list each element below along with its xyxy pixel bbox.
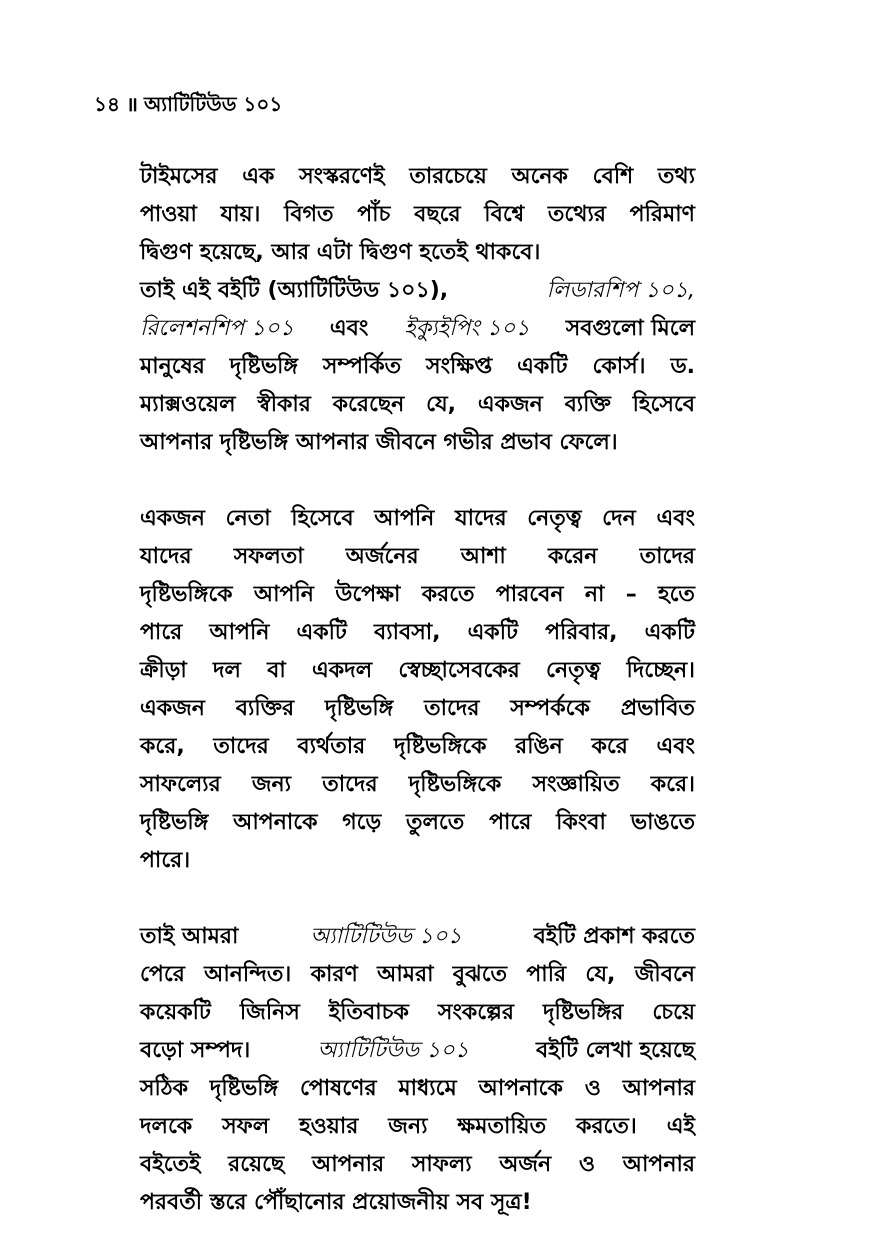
- text-line: [140, 1146, 695, 1184]
- word: বা: [267, 658, 286, 683]
- word: ব্যর্থতার: [297, 734, 366, 759]
- word: ও: [584, 1076, 601, 1101]
- word: অনেক: [511, 164, 568, 189]
- word: চেয়ে: [652, 1000, 695, 1025]
- word: দৃষ্টিভঙ্গি: [229, 354, 299, 379]
- word: বেশি: [592, 164, 634, 189]
- word: স্বেচ্ছাসেবকের: [398, 658, 520, 683]
- word: তাদের: [639, 544, 695, 569]
- text-run: সবগুলো মিলে: [565, 316, 695, 341]
- text-run: এবং: [329, 316, 369, 341]
- text-line: পরবর্তী স্তরে পৌঁছানোর প্রয়োজনীয় সব সূত্র!: [140, 1190, 532, 1215]
- word: টাইমসের: [140, 164, 218, 189]
- word: আনন্দিত।: [204, 962, 292, 987]
- word: ভাঙতে: [630, 810, 695, 835]
- word: দিচ্ছেন।: [626, 658, 695, 683]
- word: ব্যক্তির: [235, 696, 295, 721]
- text-line: [140, 576, 695, 614]
- word: দৃষ্টিভঙ্গিকে: [393, 734, 487, 759]
- word: একটি: [517, 354, 568, 379]
- word: করতে: [421, 582, 475, 607]
- text-line: [140, 652, 695, 690]
- word: দৃষ্টিভঙ্গিকে: [140, 582, 233, 607]
- book-title-italic: অ্যাটিটিউড ১০১: [310, 924, 462, 949]
- word: বিগত: [284, 202, 334, 227]
- word: যাদের: [455, 506, 507, 531]
- book-title-italic: অ্যাটিটিউড ১০১: [317, 1038, 469, 1063]
- word: কিংবা: [556, 810, 606, 835]
- word: জীবনে: [634, 962, 695, 987]
- word: পোষণের: [299, 1076, 377, 1101]
- word: একদল: [312, 658, 373, 683]
- word: ড.: [670, 354, 695, 379]
- word: তাদের: [322, 772, 378, 797]
- word: ব্যক্তি: [564, 392, 611, 417]
- word: আপনার: [622, 1076, 695, 1101]
- word: বিশ্বে: [484, 202, 525, 227]
- word: পারে: [140, 620, 183, 645]
- text-line: [140, 538, 695, 576]
- word: না: [584, 582, 605, 607]
- word: করে: [591, 734, 628, 759]
- word: করে,: [140, 734, 185, 759]
- word: সম্পর্কিত: [322, 354, 402, 379]
- word: যাদের: [140, 544, 192, 569]
- word: একজন: [140, 506, 205, 531]
- word: সংকল্পের: [437, 1000, 514, 1025]
- word: দৃষ্টিভঙ্গি: [140, 810, 209, 835]
- word: আপনার: [311, 1152, 385, 1177]
- word: –: [625, 582, 637, 607]
- word: একজন: [140, 696, 205, 721]
- text-line: পারে।: [140, 848, 191, 873]
- word: আপনি: [209, 620, 270, 645]
- word: হতে: [658, 582, 695, 607]
- word: পরিবার,: [545, 620, 618, 645]
- word: সাফল্যের: [140, 772, 221, 797]
- body-text: [140, 158, 695, 1222]
- word: একটি: [644, 620, 695, 645]
- word: হিসেবে: [291, 506, 354, 531]
- word: সাফল্য: [411, 1152, 472, 1177]
- text-line: [140, 196, 695, 234]
- text-line: [140, 766, 695, 804]
- word: তথ্যের: [547, 202, 606, 227]
- word: নেতা: [225, 506, 271, 531]
- book-title-italic: ইক্যুইপিং ১০১: [404, 316, 530, 341]
- text-run: বইটি প্রকাশ করতে: [533, 924, 695, 949]
- paragraph-gap: [140, 880, 695, 918]
- text-line: [140, 728, 695, 766]
- word: এবং: [656, 506, 695, 531]
- word: তথ্য: [657, 164, 695, 189]
- paragraph-3: [140, 500, 695, 880]
- word: ও: [578, 1152, 596, 1177]
- text-line: দ্বিগুণ হয়েছে, আর এটা দ্বিগুণ হতেই থাকবে।: [140, 240, 541, 265]
- word: পারি: [526, 962, 567, 987]
- word: জিনিস: [239, 1000, 300, 1025]
- word: দলকে: [140, 1114, 193, 1139]
- word: নেতৃত্ব: [527, 506, 582, 531]
- paragraph-2: [140, 272, 695, 462]
- word: ইতিবাচক: [328, 1000, 409, 1025]
- word: আমরা: [377, 962, 434, 987]
- word: দৃষ্টিভঙ্গির: [542, 1000, 624, 1025]
- word: আপনি: [253, 582, 314, 607]
- word: যায়।: [220, 202, 261, 227]
- word: করতে।: [576, 1114, 637, 1139]
- word: সংক্ষিপ্ত: [426, 354, 493, 379]
- word: পারবেন: [495, 582, 564, 607]
- word: মানুষের: [140, 354, 205, 379]
- text-run: তাই আমরা: [140, 924, 239, 949]
- word: এক: [242, 164, 275, 189]
- word: সফল: [222, 1114, 270, 1139]
- book-title: অ্যাটিটিউড ১০১: [143, 92, 283, 116]
- text-line: [140, 804, 695, 842]
- word: গড়ে: [342, 810, 382, 835]
- word: বুঝতে: [452, 962, 508, 987]
- word: সংজ্ঞায়িত: [532, 772, 620, 797]
- text-line: আপনার দৃষ্টিভঙ্গি আপনার জীবনে গভীর প্রভাব ফেলে।: [140, 430, 618, 455]
- word: সঠিক: [140, 1076, 188, 1101]
- word: হওয়ার: [299, 1114, 359, 1139]
- text-line: [140, 272, 695, 310]
- word: মাধ্যমে: [398, 1076, 457, 1101]
- text-run: তাই এই বইটি (অ্যাটিটিউড ১০১),: [140, 278, 449, 303]
- word: একটি: [467, 620, 518, 645]
- running-header: [94, 88, 282, 120]
- word: তারচেয়ে: [409, 164, 487, 189]
- word: হিসেবে: [632, 392, 695, 417]
- word: পাওয়া: [140, 202, 197, 227]
- word: পেরে: [140, 962, 185, 987]
- text-line: [140, 500, 695, 538]
- text-line: [140, 918, 695, 956]
- word: দল: [213, 658, 241, 683]
- word: করেন: [547, 544, 598, 569]
- word: রঙিন: [515, 734, 563, 759]
- word: দৃষ্টিভঙ্গিকে: [408, 772, 502, 797]
- word: রয়েছে: [228, 1152, 285, 1177]
- word: তাদের: [424, 696, 480, 721]
- word: নেতৃত্ব: [546, 658, 601, 683]
- word: সম্পর্ককে: [510, 696, 590, 721]
- text-line: [140, 690, 695, 728]
- word: দৃষ্টিভঙ্গি: [324, 696, 394, 721]
- word: করেছেন: [332, 392, 405, 417]
- text-line: [140, 386, 695, 424]
- word: কারণ: [310, 962, 358, 987]
- word: স্বীকার: [257, 392, 311, 417]
- word: এই: [666, 1114, 695, 1139]
- word: আশা: [460, 544, 506, 569]
- word: আপনাকে: [233, 810, 318, 835]
- word: দৃষ্টিভঙ্গি: [209, 1076, 279, 1101]
- word: পরিমাণ: [629, 202, 695, 227]
- word: যে,: [426, 392, 457, 417]
- book-title-italic: রিলেশনশিপ ১০১: [140, 316, 294, 341]
- word: জন্য: [388, 1114, 428, 1139]
- word: কোর্স।: [592, 354, 646, 379]
- word: উপেক্ষা: [335, 582, 401, 607]
- word: এবং: [656, 734, 695, 759]
- text-line: [140, 1108, 695, 1146]
- text-line: [140, 956, 695, 994]
- word: কয়েকটি: [140, 1000, 211, 1025]
- text-line: [140, 310, 695, 348]
- paragraph-4: [140, 918, 695, 1222]
- word: প্রভাবিত: [620, 696, 695, 721]
- word: দেন: [602, 506, 636, 531]
- paragraph-gap: [140, 462, 695, 500]
- word: সফলতা: [233, 544, 304, 569]
- word: একজন: [477, 392, 543, 417]
- paragraph-1: [140, 158, 695, 272]
- word: পাঁচ: [357, 202, 391, 227]
- text-line: [140, 994, 695, 1032]
- word: ক্ষমতায়িত: [457, 1114, 547, 1139]
- word: ম্যাক্সওয়েল: [140, 392, 236, 417]
- word: ক্রীড়া: [140, 658, 187, 683]
- word: তাদের: [213, 734, 269, 759]
- word: তুলতে: [406, 810, 465, 835]
- word: আপনার: [622, 1152, 695, 1177]
- text-line: [140, 614, 695, 652]
- word: আপনাকে: [478, 1076, 563, 1101]
- book-title-italic: লিডারশিপ ১০১,: [546, 278, 695, 303]
- word: সংস্করণেই: [299, 164, 385, 189]
- word: পারে: [489, 810, 532, 835]
- word: জন্য: [251, 772, 292, 797]
- word: করে।: [650, 772, 695, 797]
- word: যে,: [585, 962, 616, 987]
- text-run: বইটি লেখা হয়েছে: [536, 1038, 695, 1063]
- text-line: [140, 158, 695, 196]
- text-line: [140, 1070, 695, 1108]
- word: বইতেই: [140, 1152, 201, 1177]
- word: আপনি: [374, 506, 435, 531]
- text-run: বড়ো সম্পদ।: [140, 1038, 251, 1063]
- page-number: ১৪: [94, 92, 120, 116]
- word: অর্জনের: [345, 544, 419, 569]
- header-separator: ॥: [125, 92, 138, 116]
- word: অর্জন: [499, 1152, 552, 1177]
- word: একটি: [296, 620, 347, 645]
- word: ব্যাবসা,: [373, 620, 441, 645]
- text-line: [140, 1032, 695, 1070]
- word: বছরে: [414, 202, 461, 227]
- text-line: [140, 348, 695, 386]
